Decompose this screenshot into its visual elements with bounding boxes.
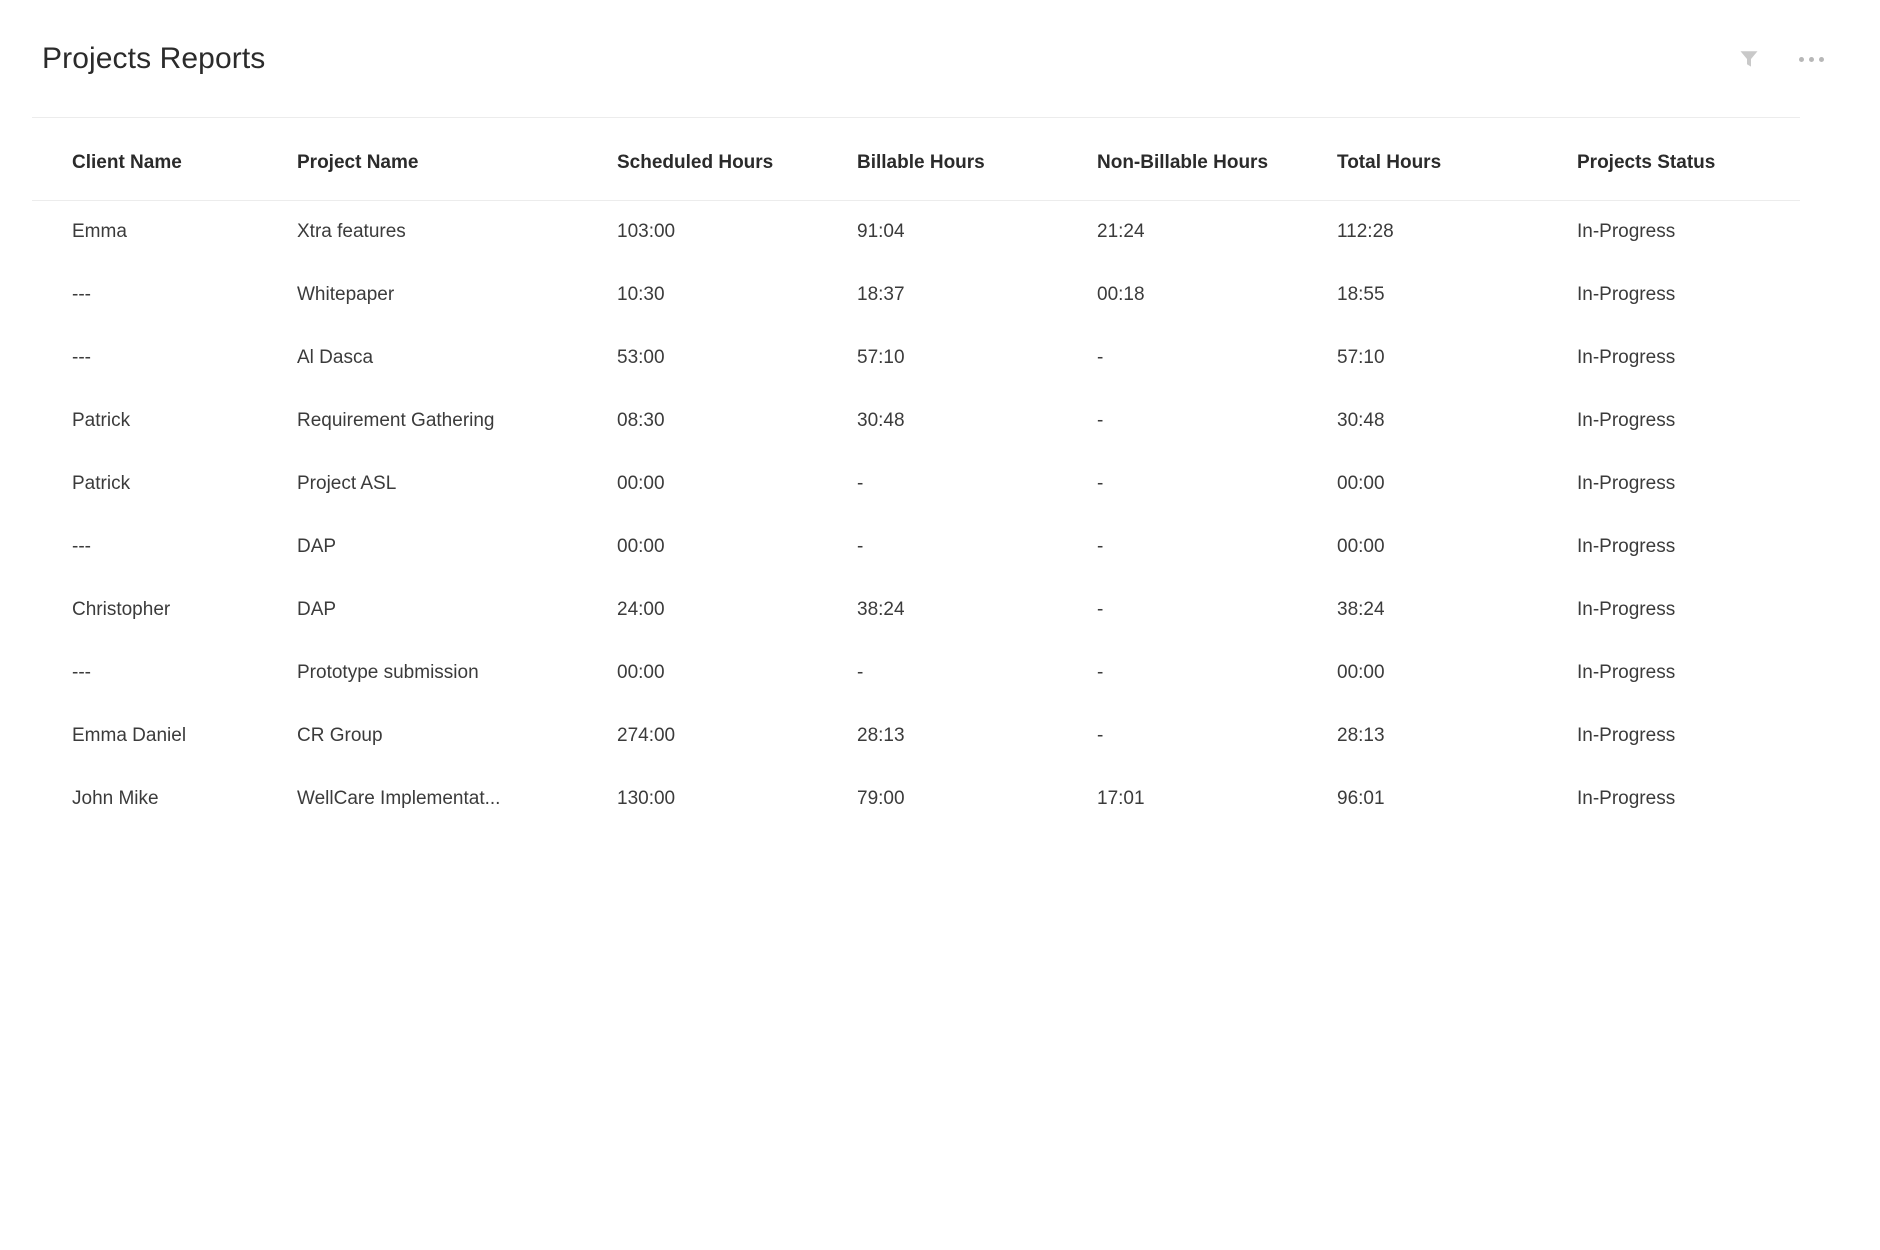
cell-projects-status: In-Progress (1577, 347, 1676, 368)
cell-projects-status: In-Progress (1577, 473, 1676, 494)
cell-client-name: Christopher (72, 599, 171, 620)
cell-billable-hours: 79:00 (857, 788, 905, 809)
cell-scheduled-hours: 00:00 (617, 473, 665, 494)
table-row[interactable] (32, 201, 1800, 264)
cell-total-hours: 00:00 (1337, 536, 1385, 557)
cell-client-name: Patrick (72, 410, 131, 431)
table-row[interactable] (32, 768, 1800, 831)
cell-non-billable-hours: 21:24 (1097, 221, 1145, 243)
cell-project-name: Prototype submission (297, 662, 479, 683)
header-divider (32, 117, 1800, 118)
cell-client-name: --- (72, 536, 91, 557)
cell-billable-hours: 91:04 (857, 221, 905, 243)
cell-billable-hours: 18:37 (857, 284, 905, 305)
more-options-icon[interactable] (1794, 42, 1828, 76)
dot (1819, 57, 1824, 62)
cell-project-name: Project ASL (297, 473, 397, 494)
cell-total-hours: 38:24 (1337, 599, 1385, 620)
cell-client-name: --- (72, 662, 91, 683)
cell-total-hours: 00:00 (1337, 662, 1385, 683)
cell-billable-hours: 38:24 (857, 599, 905, 620)
cell-client-name: John Mike (72, 788, 159, 809)
cell-scheduled-hours: 24:00 (617, 599, 665, 620)
projects-report-table (32, 118, 1800, 831)
cell-client-name: Patrick (72, 473, 131, 494)
table-header (32, 118, 1800, 201)
cell-billable-hours: 57:10 (857, 347, 905, 368)
cell-client-name: Emma (72, 221, 127, 243)
cell-project-name: CR Group (297, 725, 383, 746)
cell-scheduled-hours: 130:00 (617, 788, 676, 809)
cell-billable-hours: 28:13 (857, 725, 905, 746)
column-header-client-name[interactable]: Client Name (32, 118, 297, 201)
cell-project-name: DAP (297, 536, 337, 557)
cell-non-billable-hours: - (1097, 599, 1104, 620)
table-header-row (32, 118, 1800, 201)
cell-project-name: Whitepaper (297, 284, 395, 305)
table-row[interactable] (32, 642, 1800, 705)
cell-client-name: Emma Daniel (72, 725, 187, 746)
table-row[interactable] (32, 516, 1800, 579)
page-header (0, 0, 1880, 118)
cell-total-hours: 30:48 (1337, 410, 1385, 431)
column-header-non-billable-hours[interactable]: Non-Billable Hours (1097, 118, 1337, 201)
cell-projects-status: In-Progress (1577, 599, 1676, 620)
cell-projects-status: In-Progress (1577, 284, 1676, 305)
cell-billable-hours: - (857, 473, 864, 494)
cell-total-hours: 112:28 (1337, 221, 1394, 243)
cell-scheduled-hours: 274:00 (617, 725, 676, 746)
table-row[interactable] (32, 390, 1800, 453)
column-header-total-hours[interactable]: Total Hours (1337, 118, 1577, 201)
cell-projects-status: In-Progress (1577, 788, 1676, 809)
cell-billable-hours: - (857, 536, 864, 557)
cell-billable-hours: 30:48 (857, 410, 905, 431)
header-actions (1732, 42, 1836, 76)
cell-scheduled-hours: 53:00 (617, 347, 665, 368)
cell-total-hours: 28:13 (1337, 725, 1385, 746)
cell-non-billable-hours: - (1097, 536, 1104, 557)
dot (1799, 57, 1804, 62)
cell-project-name: Requirement Gathering (297, 410, 495, 431)
cell-non-billable-hours: - (1097, 662, 1104, 683)
table-row[interactable] (32, 705, 1800, 768)
column-header-scheduled-hours[interactable]: Scheduled Hours (617, 118, 857, 201)
cell-project-name: Al Dasca (297, 347, 374, 368)
cell-projects-status: In-Progress (1577, 725, 1676, 746)
cell-scheduled-hours: 10:30 (617, 284, 665, 305)
cell-scheduled-hours: 00:00 (617, 662, 665, 683)
column-header-project-name[interactable]: Project Name (297, 118, 617, 201)
cell-non-billable-hours: - (1097, 347, 1104, 368)
table-row[interactable] (32, 453, 1800, 516)
cell-project-name: Xtra features (297, 221, 406, 243)
cell-projects-status: In-Progress (1577, 662, 1676, 683)
cell-project-name: DAP (297, 599, 337, 620)
cell-scheduled-hours: 00:00 (617, 536, 665, 557)
cell-scheduled-hours: 103:00 (617, 221, 676, 243)
table-body (32, 201, 1800, 831)
report-table-container (0, 118, 1880, 831)
funnel-filter-icon[interactable] (1732, 42, 1766, 76)
cell-total-hours: 00:00 (1337, 473, 1385, 494)
page-title: Projects Reports (42, 42, 266, 75)
table-row[interactable] (32, 327, 1800, 390)
cell-non-billable-hours: - (1097, 473, 1104, 494)
cell-non-billable-hours: 00:18 (1097, 284, 1145, 305)
table-row[interactable] (32, 579, 1800, 642)
cell-client-name: --- (72, 284, 91, 305)
table-row[interactable] (32, 264, 1800, 327)
dot (1809, 57, 1814, 62)
column-header-projects-status[interactable]: Projects Status (1577, 118, 1800, 201)
cell-non-billable-hours: - (1097, 410, 1104, 431)
cell-project-name: WellCare Implementat... (297, 788, 501, 809)
cell-projects-status: In-Progress (1577, 536, 1676, 557)
cell-total-hours: 57:10 (1337, 347, 1385, 368)
cell-non-billable-hours: - (1097, 725, 1104, 746)
cell-billable-hours: - (857, 662, 864, 683)
column-header-billable-hours[interactable]: Billable Hours (857, 118, 1097, 201)
cell-total-hours: 96:01 (1337, 788, 1385, 809)
cell-total-hours: 18:55 (1337, 284, 1385, 305)
cell-client-name: --- (72, 347, 91, 368)
cell-non-billable-hours: 17:01 (1097, 788, 1145, 809)
cell-projects-status: In-Progress (1577, 221, 1676, 243)
cell-projects-status: In-Progress (1577, 410, 1676, 431)
cell-scheduled-hours: 08:30 (617, 410, 665, 431)
